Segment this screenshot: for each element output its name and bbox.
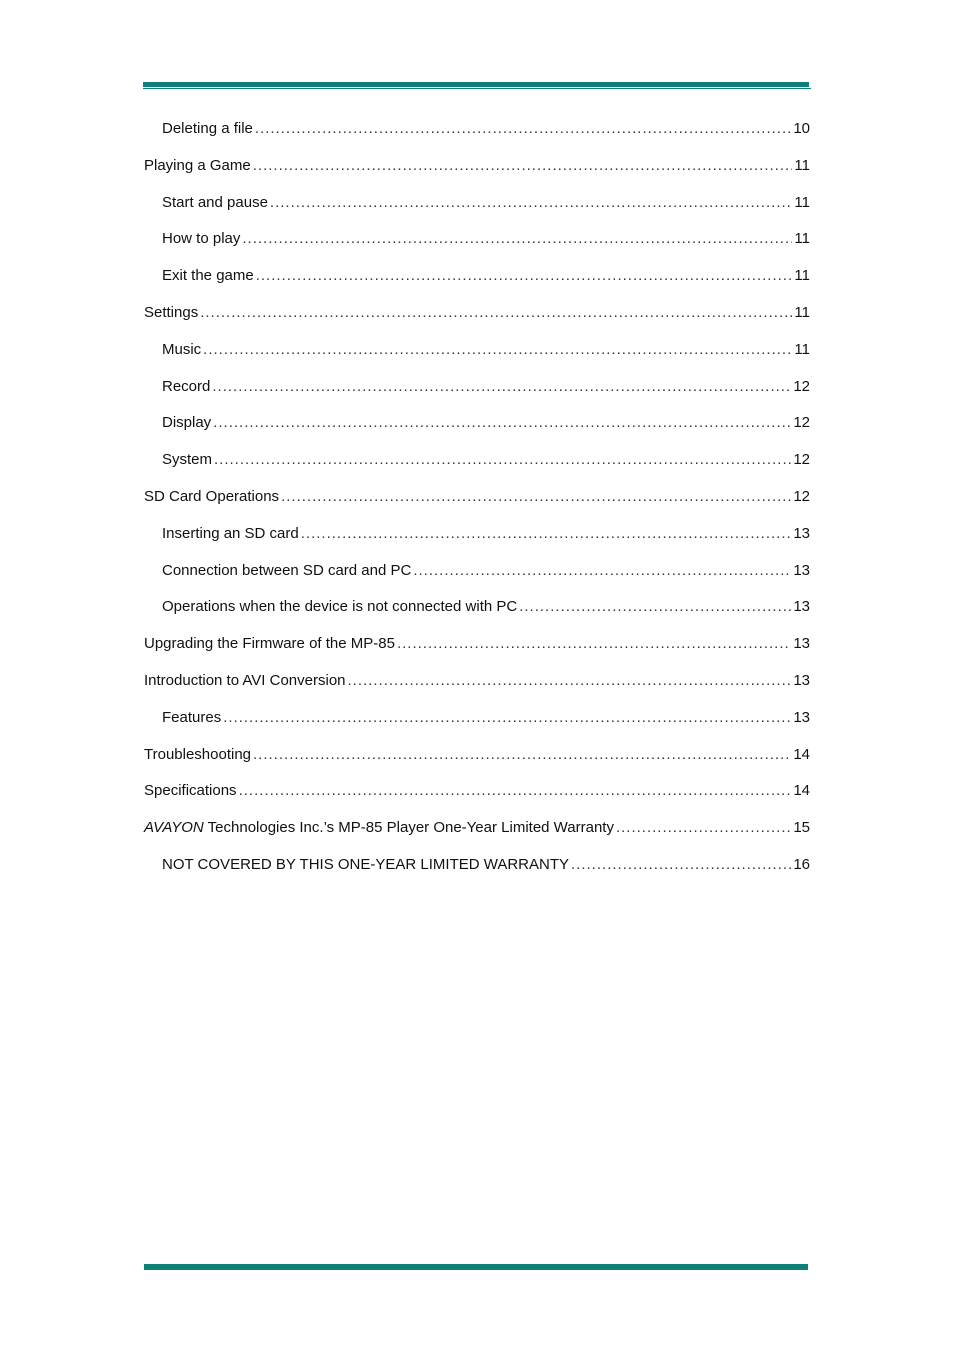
brand-name: AVAYON xyxy=(144,819,204,837)
toc-page-number: 13 xyxy=(793,708,810,726)
toc-page-number: 14 xyxy=(793,745,810,763)
toc-entry[interactable] xyxy=(144,190,810,227)
toc-entry-title: Playing a Game xyxy=(144,156,251,174)
toc-entry[interactable] xyxy=(144,521,810,558)
toc-leader-dots xyxy=(397,631,791,657)
toc-entry-title: Music xyxy=(162,340,202,358)
toc-entry[interactable] xyxy=(144,558,810,595)
toc-entry-title: Troubleshooting xyxy=(144,745,252,763)
toc-entry-title: Display xyxy=(162,414,212,432)
toc-entry[interactable] xyxy=(144,410,810,447)
toc-leader-dots xyxy=(281,484,791,510)
toc-leader-dots xyxy=(413,558,791,584)
toc-entry[interactable] xyxy=(144,116,810,153)
toc-page-number: 16 xyxy=(793,855,810,873)
toc-page-number: 13 xyxy=(793,598,810,616)
toc-page-number: 10 xyxy=(793,120,810,137)
toc-entry-title: Record xyxy=(162,377,211,395)
toc-entry-title: Deleting a file xyxy=(162,120,253,137)
toc-entry[interactable] xyxy=(144,852,810,889)
toc-entry[interactable] xyxy=(144,226,810,263)
toc-page-number: 11 xyxy=(794,267,810,285)
toc-page-number: 11 xyxy=(794,230,810,248)
toc-leader-dots xyxy=(214,447,791,473)
toc-entry-title: Operations when the device is not connected with PC xyxy=(162,598,518,616)
toc-leader-dots xyxy=(239,778,792,804)
toc-entry[interactable] xyxy=(144,263,810,300)
toc-leader-dots xyxy=(519,594,791,620)
toc-page-number: 11 xyxy=(794,193,810,211)
toc-leader-dots xyxy=(200,300,792,326)
toc-page-number: 13 xyxy=(793,561,810,579)
toc-page-number: 11 xyxy=(794,340,810,358)
toc-entry-title: Features xyxy=(162,708,222,726)
toc-entry-title: Settings xyxy=(144,303,199,321)
toc-entry[interactable] xyxy=(144,815,810,852)
header-rule xyxy=(143,82,809,87)
toc-entry-title-rest: Technologies Inc.’s MP-85 Player One-Year Limited Warranty xyxy=(203,819,614,837)
toc-page-number: 12 xyxy=(793,487,810,505)
toc-leader-dots xyxy=(255,116,791,142)
toc-entry[interactable] xyxy=(144,447,810,484)
toc-entry[interactable] xyxy=(144,668,810,705)
toc-page-number: 11 xyxy=(794,156,810,174)
toc-page-number: 12 xyxy=(793,451,810,469)
toc-entry-title: Inserting an SD card xyxy=(162,524,299,542)
toc-entry-title: Start and pause xyxy=(162,193,268,211)
toc-leader-dots xyxy=(203,337,792,363)
toc-entry-title: System xyxy=(162,451,213,469)
toc-entry[interactable] xyxy=(144,594,810,631)
footer-rule xyxy=(144,1264,808,1270)
toc-entry[interactable] xyxy=(144,484,810,521)
toc-entry-title xyxy=(144,815,614,841)
toc-page-number: 13 xyxy=(793,635,810,653)
toc-page-number: 13 xyxy=(793,671,810,689)
toc-leader-dots xyxy=(270,190,793,216)
toc-leader-dots xyxy=(253,742,791,768)
toc-leader-dots xyxy=(301,521,792,547)
toc-entry-title: SD Card Operations xyxy=(144,487,280,505)
toc-entry-title: How to play xyxy=(162,230,241,248)
toc-entry[interactable] xyxy=(144,300,810,337)
toc-leader-dots xyxy=(616,815,791,841)
toc-entry[interactable] xyxy=(144,153,810,190)
toc-entry[interactable] xyxy=(144,374,810,411)
toc-entry-title: NOT COVERED BY THIS ONE-YEAR LIMITED WARRANTY xyxy=(162,855,570,873)
toc-leader-dots xyxy=(213,410,791,436)
toc-page-number: 15 xyxy=(793,819,810,837)
toc-entry[interactable] xyxy=(144,705,810,742)
toc-leader-dots xyxy=(256,263,793,289)
toc-entry[interactable] xyxy=(144,778,810,815)
toc-entry-title: Exit the game xyxy=(162,267,254,285)
toc-page-number: 13 xyxy=(793,524,810,542)
toc-leader-dots xyxy=(571,852,791,878)
toc-page-number: 11 xyxy=(794,303,810,321)
toc-leader-dots xyxy=(223,705,791,731)
toc-leader-dots xyxy=(212,374,791,400)
toc-entry[interactable] xyxy=(144,742,810,779)
toc-page-number: 12 xyxy=(793,377,810,395)
toc-entry[interactable] xyxy=(144,631,810,668)
toc-entry-title: Connection between SD card and PC xyxy=(162,561,412,579)
toc-entry-title: Specifications xyxy=(144,782,237,800)
toc-entry-title: Upgrading the Firmware of the MP-85 xyxy=(144,635,395,653)
toc-entry-title: Introduction to AVI Conversion xyxy=(144,671,346,689)
table-of-contents xyxy=(144,116,810,889)
toc-page-number: 14 xyxy=(793,782,810,800)
toc-entry[interactable] xyxy=(144,337,810,374)
toc-leader-dots xyxy=(348,668,792,694)
header-rule-thin xyxy=(143,88,811,89)
toc-page-number: 12 xyxy=(793,414,810,432)
toc-leader-dots xyxy=(242,226,792,252)
toc-leader-dots xyxy=(253,153,793,179)
